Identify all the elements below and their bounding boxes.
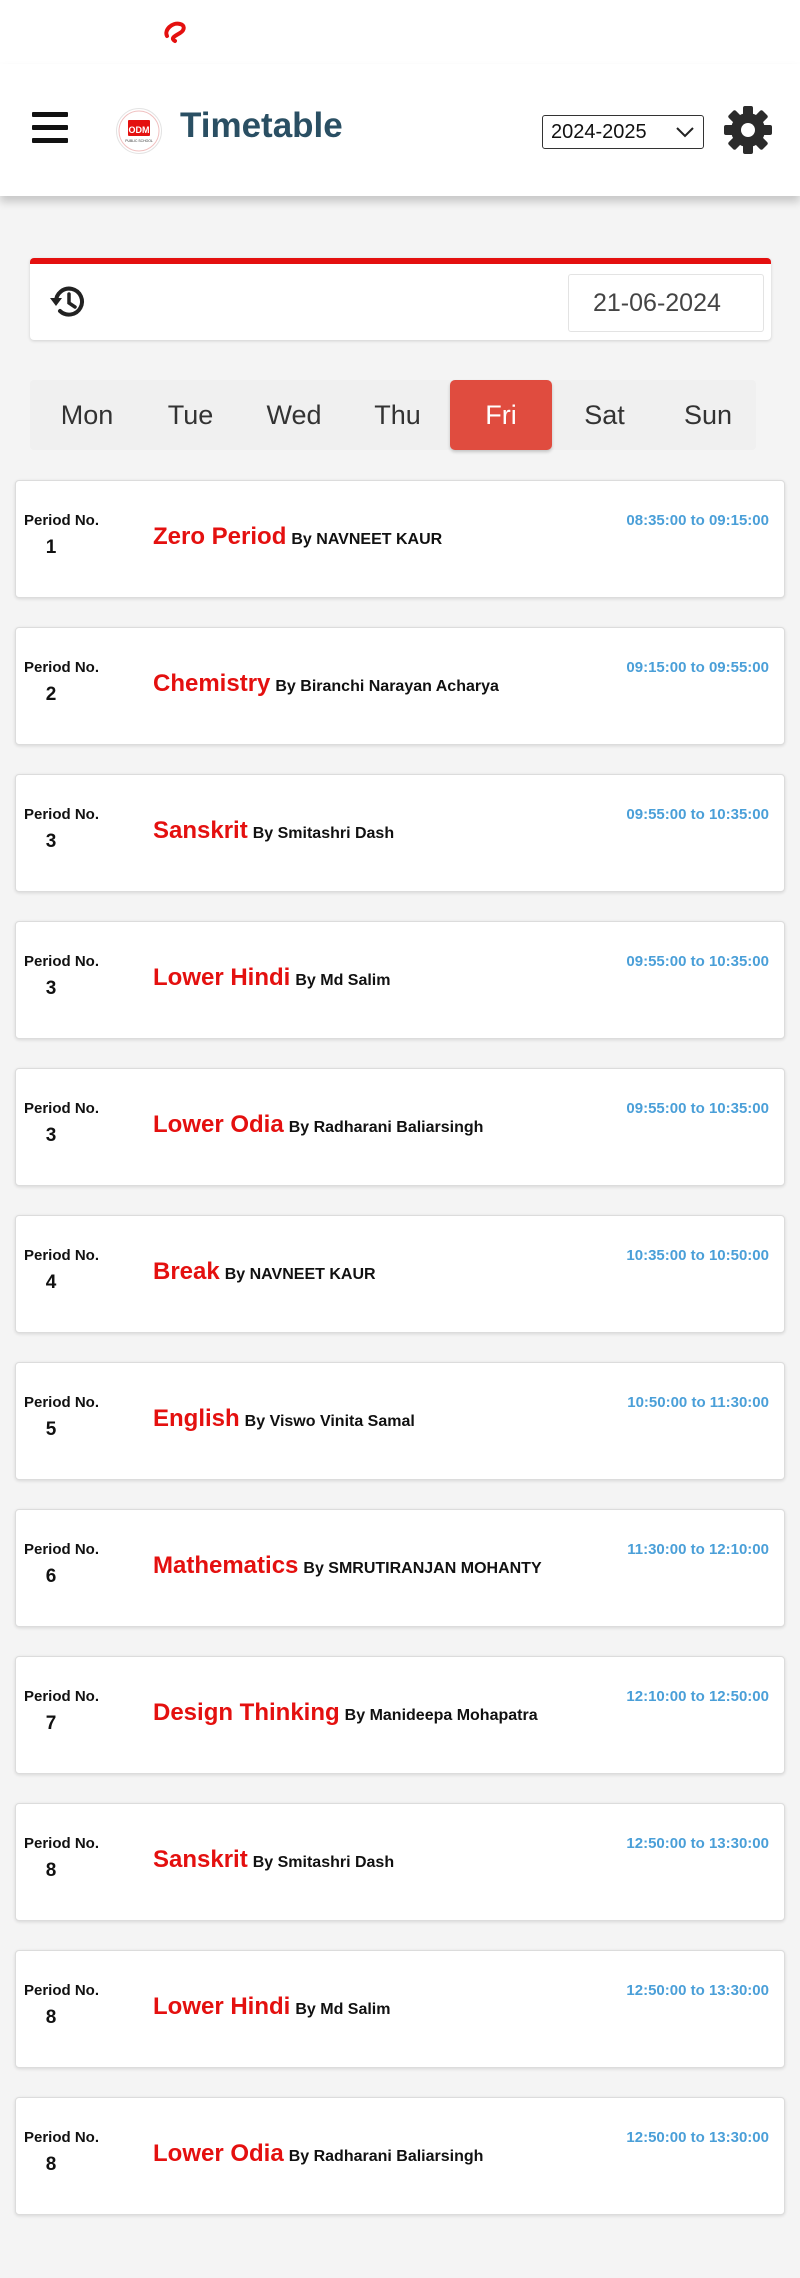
period-label: Period No. [24, 1541, 100, 1558]
tab-fri[interactable]: Fri [450, 380, 552, 450]
period-card[interactable] [15, 1803, 785, 1921]
period-number: 2 [45, 684, 57, 705]
teacher-name: By NAVNEET KAUR [224, 1266, 376, 1283]
period-card[interactable] [15, 627, 785, 745]
period-number: 8 [45, 2154, 57, 2175]
date-bar [30, 258, 771, 340]
period-time: 09:55:00 to 10:35:00 [626, 1100, 769, 1117]
period-card[interactable] [15, 1215, 785, 1333]
teacher-name: By Manideepa Mohapatra [344, 1707, 538, 1724]
period-time: 08:35:00 to 09:15:00 [626, 512, 769, 529]
period-time: 11:30:00 to 12:10:00 [627, 1541, 769, 1558]
teacher-name: By Biranchi Narayan Acharya [275, 678, 499, 695]
subject-line [153, 670, 499, 698]
period-time: 09:55:00 to 10:35:00 [626, 953, 769, 970]
date-field[interactable] [568, 274, 764, 332]
period-number: 3 [45, 831, 57, 852]
teacher-name: By Radharani Baliarsingh [288, 1119, 484, 1136]
subject-name: Lower Odia [153, 1111, 284, 1138]
subject-line [153, 1552, 542, 1580]
period-time: 10:35:00 to 10:50:00 [626, 1247, 769, 1264]
period-time: 10:50:00 to 11:30:00 [627, 1394, 769, 1411]
period-card[interactable] [15, 1068, 785, 1186]
period-number: 8 [45, 2007, 57, 2028]
subject-line [153, 1699, 538, 1727]
gear-icon[interactable] [722, 104, 774, 156]
period-card[interactable] [15, 2097, 785, 2215]
teacher-name: By Viswo Vinita Samal [244, 1413, 415, 1430]
subject-name: English [153, 1405, 240, 1432]
period-label: Period No. [24, 1982, 100, 1999]
period-label: Period No. [24, 1394, 100, 1411]
period-time: 12:50:00 to 13:30:00 [626, 1835, 769, 1852]
teacher-name: By Smitashri Dash [252, 1854, 395, 1871]
subject-name: Lower Hindi [153, 964, 291, 991]
period-label: Period No. [24, 1100, 100, 1117]
subject-name: Lower Hindi [153, 1993, 291, 2020]
school-logo-subtext: PUBLIC SCHOOL [125, 139, 153, 143]
date-value: 21-06-2024 [593, 289, 721, 317]
teacher-name: By Md Salim [295, 2001, 391, 2018]
status-bar [0, 0, 800, 64]
period-label: Period No. [24, 1835, 100, 1852]
subject-line [153, 523, 442, 551]
period-time: 09:15:00 to 09:55:00 [626, 659, 769, 676]
subject-name: Design Thinking [153, 1699, 340, 1726]
subject-line [153, 1405, 415, 1433]
period-card[interactable] [15, 1509, 785, 1627]
airtel-logo-icon [160, 16, 190, 46]
subject-name: Break [153, 1258, 220, 1285]
tab-tue[interactable]: Tue [167, 400, 214, 430]
hamburger-menu-icon[interactable] [32, 112, 68, 144]
teacher-name: By SMRUTIRANJAN MOHANTY [303, 1560, 542, 1577]
period-number: 8 [45, 1860, 57, 1881]
tab-sat[interactable]: Sat [584, 400, 625, 430]
subject-line [153, 1846, 394, 1874]
period-card[interactable] [15, 1950, 785, 2068]
subject-name: Sanskrit [153, 1846, 248, 1873]
subject-name: Zero Period [153, 523, 287, 550]
subject-line [153, 1111, 483, 1139]
period-label: Period No. [24, 1688, 100, 1705]
tab-sun[interactable]: Sun [683, 400, 733, 430]
tab-mon[interactable]: Mon [60, 400, 114, 430]
period-label: Period No. [24, 806, 100, 823]
subject-line [153, 2140, 483, 2168]
period-card[interactable] [15, 921, 785, 1039]
period-time: 12:50:00 to 13:30:00 [626, 2129, 769, 2146]
period-number: 7 [45, 1713, 57, 1734]
academic-year-value: 2024-2025 [551, 121, 647, 143]
subject-name: Sanskrit [153, 817, 248, 844]
period-card[interactable] [15, 480, 785, 598]
tab-wed[interactable]: Wed [266, 400, 322, 430]
period-card[interactable] [15, 1362, 785, 1480]
period-number: 3 [45, 978, 57, 999]
page-title: Timetable [180, 106, 343, 145]
app-bar [0, 64, 800, 196]
subject-name: Chemistry [153, 670, 271, 697]
period-label: Period No. [24, 512, 100, 529]
period-number: 5 [45, 1419, 57, 1440]
period-time: 09:55:00 to 10:35:00 [626, 806, 769, 823]
tab-thu[interactable]: Thu [374, 400, 421, 430]
school-logo [116, 108, 162, 154]
teacher-name: By Smitashri Dash [252, 825, 395, 842]
period-label: Period No. [24, 953, 100, 970]
period-card[interactable] [15, 1656, 785, 1774]
school-logo-text: ODM [128, 125, 150, 135]
period-card[interactable] [15, 774, 785, 892]
chevron-down-icon [675, 126, 695, 138]
subject-line [153, 1993, 390, 2021]
subject-line [153, 817, 394, 845]
period-label: Period No. [24, 1247, 100, 1264]
history-icon[interactable] [48, 282, 88, 322]
teacher-name: By Radharani Baliarsingh [288, 2148, 484, 2165]
teacher-name: By Md Salim [295, 972, 391, 989]
subject-line [153, 964, 390, 992]
day-tabs [30, 380, 756, 450]
period-time: 12:10:00 to 12:50:00 [626, 1688, 769, 1705]
period-number: 3 [45, 1125, 57, 1146]
period-number: 6 [45, 1566, 57, 1587]
period-time: 12:50:00 to 13:30:00 [626, 1982, 769, 1999]
teacher-name: By NAVNEET KAUR [291, 531, 443, 548]
subject-name: Mathematics [153, 1552, 299, 1579]
period-label: Period No. [24, 659, 100, 676]
subject-line [153, 1258, 376, 1286]
subject-name: Lower Odia [153, 2140, 284, 2167]
period-number: 1 [45, 537, 57, 558]
period-label: Period No. [24, 2129, 100, 2146]
period-number: 4 [45, 1272, 57, 1293]
academic-year-select[interactable] [542, 115, 704, 149]
